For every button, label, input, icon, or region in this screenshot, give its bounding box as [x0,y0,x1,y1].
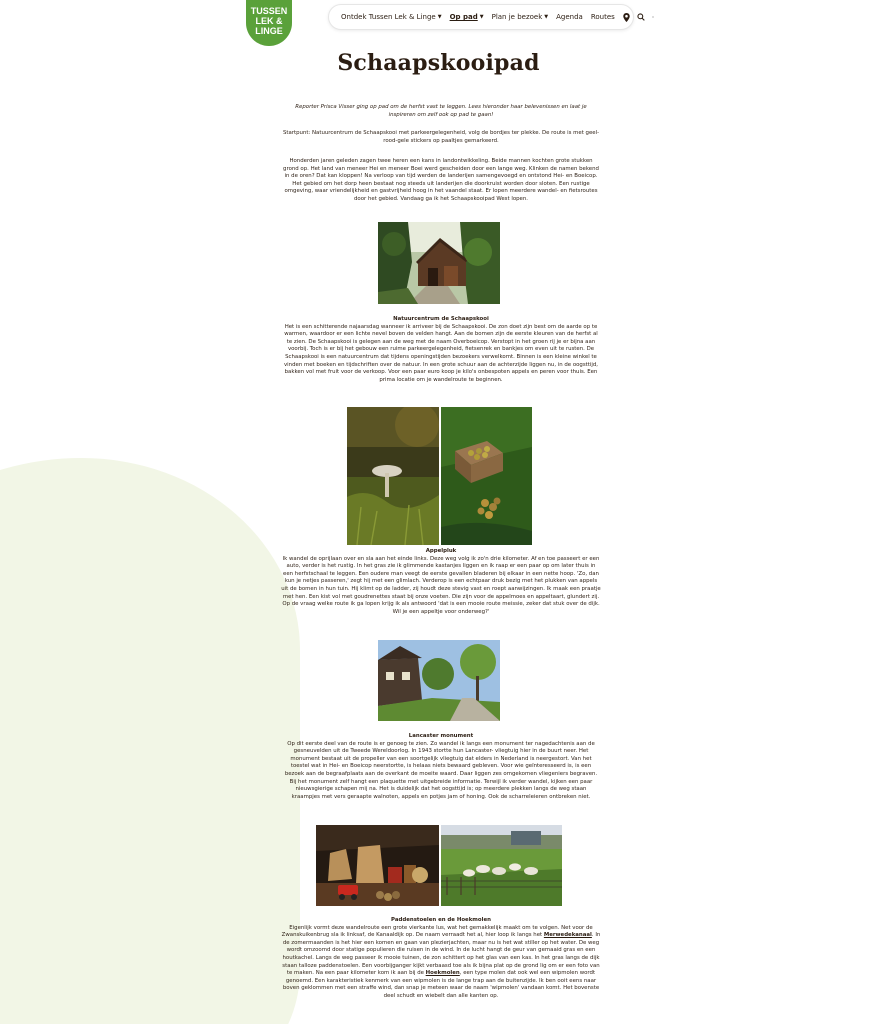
page-title: Schaapskooipad [337,50,540,76]
section-schaapskooi [281,316,601,384]
logo-line3: LINGE [255,26,283,36]
section-text-part1: Eigenlijk vormt deze wandelroute een grote vierkante lus, wat het gemakkelijk maakt om te volgen. Net voor de Zwanskuikenbrug sla ik linksaf, de Kanaaldijk op. De naam verraadt het al, hier loop ik langs het [281,924,593,939]
nav-item-label: Agenda [556,13,583,21]
startpunt-text: Startpunt: Natuurcentrum de Schaapskooi met parkeergelegenheid, volg de bordjes ter plekke. De route is met geel-rood-gele stickers op paaltjes gemarkeerd. [282,130,600,144]
section-caption: Lancaster monument [408,733,474,739]
logo-line1: TUSSEN [250,6,288,16]
main-navigation [328,4,634,30]
nav-item-agenda[interactable] [556,13,583,21]
chevron-down-icon: ▼ [479,14,484,20]
chevron-down-icon: ▼ [544,14,549,20]
intro-text: Reporter Prisca Visser ging op pad om de herfst vast te leggen. Lees hieronder haar belevenissen en laat je inspireren om zelf ook op pad te gaan! [295,104,587,118]
section-hoekmolen [281,917,601,1001]
market-stall-photo [316,825,439,906]
hoekmolen-link[interactable]: Hoekmolen [425,970,460,977]
nav-item-plan-je-bezoek[interactable] [492,13,549,21]
section-caption: Paddenstoelen en de Hoekmolen [391,917,491,923]
nav-item-label: Plan je bezoek [491,13,543,21]
map-pin-icon[interactable] [623,13,630,22]
logo-mark [246,0,292,46]
section-text: Ik wandel de oprijlaan over en sla aan het einde links. Deze weg volg ik zo'n drie kilometer. Af en toe passeert er een auto, verder is het rustig. In het gras zie ik glimmende kastanjes liggen en ik raap er een paar op om later thuis in een herfstschaal te leggen. Een oudere man veegt de eerste gevallen bladeren bij elkaar in een nette hoop. 'Zo, dan kun je netjes passeren,' zegt hij met een glimlach. Verderop is een echtpaar druk bezig met het plukken van appels uit de bomen in hun tuin. Hij klimt op de ladder, zij houdt deze stevig vast en roept aanwijzingen. Ik maak een praatje met hen. Een kist vol met goudrenettes staat bij onze voeten. Die zijn voor de appelmoes en appeltaart, glundert zij. Op de vraag welke route ik ga lopen krijg ik als antwoord 'dat is een mooie route meissie, zeker dat stuk over de dijk. Wil je een appeltje voor onderweg?' [281,555,601,615]
paragraph-text: Honderden jaren geleden zagen twee heren een kans in landontwikkeling. Beide mannen kochten grote stukken grond op. Het land van meneer Hei en meneer Boei werd gescheiden door een lange weg. Klinken de namen bekend in de oren? Dat kan kloppen! Na verloop van tijd werden de landerijen samengevoegd en ontstond Hei- en Boeicop. Het gebied om het dorp heen bestaat nog steeds uit landerijen die doorkruist worden door sloten. Een rustige omgeving, waar vriendelijkheid en gastvrijheid hoog in het vaandel staat. Er lopen meerdere wandel- en fietsroutes door het gebied. Vandaag ga ik het Schaapskooipad West lopen. [283,158,599,202]
chevron-down-icon: ▼ [437,14,442,20]
section-text: Op dit eerste deel van de route is er genoeg te zien. Zo wandel ik langs een monument ter nagedachtenis aan de gesneuvelden uit de Tweede Wereldoorlog. In 1943 stortte hun Lancaster- vliegtuig hier in de buurt neer. Het monument bestaat uit de propeller van een soortgelijk vliegtuig dat elders in Nederland is neergestort. Van het toestel wat in Hei- en Boeicop neerstortte, is helaas niets bewaard gebleven. Voor wie geïnteresseerd is, is een bezoek aan de begraafplaats aan de overkant de moeite waard. Daar liggen zes omgekomen vliegeniers begraven. Bij het monument zelf hangt een plaquette met uitgebreide informatie. Terwijl ik verder wandel, kijken een paar nieuwsgierige schapen mij na. Het is duidelijk dat het oogsttijd is; op meerdere plekken langs de weg staan kraampjes met vers geraapte walnoten, appels en potjes jam of honing. Ook de scharreleieren ontbreken niet. [284,740,598,800]
section-text-part2: . In de zomermaanden is het hier een komen en gaan van plezierjachten, maar nu is het wat stiller op het water. De weg wordt omzoomd door statige populieren die ruisen in de wind. In de lucht hangt de geur van gemaaid gras en een houtkachel. Langs de weg passeer ik mooie tuinen, de zon schittert op het glas van een kas. In het gras langs de dijk staan talloze paddenstoelen. Een voorbijganger kijkt verbaasd toe als ik bijna plat op de grond lig om er een foto van te maken. Na een paar kilometer kom ik aan bij de [282,932,601,977]
nav-item-routes[interactable] [591,13,615,21]
dutch-flag-icon[interactable] [652,14,654,21]
lancaster-road-photo [378,640,500,721]
apple-crate-photo [441,407,532,545]
logo-line2: LEK & [255,16,283,26]
sheep-pasture-photo [441,825,562,906]
section-text-part3: , een type molen dat ook wel een wipmolen wordt genoemd. Een karakteristiek kenmerk van een wipmolen is de lange trap aan de buitenzijde. Ik ben ooit eens naar boven geklommen met een straffe wind, dan snap je meteen waar de naam 'wipmolen' vandaan komt. Het bovenste deel schudt en wiebelt dan alle kanten op. [282,970,600,999]
site-logo[interactable] [246,0,292,46]
section-lancaster [281,733,601,801]
nav-item-op-pad[interactable] [450,13,484,21]
nav-item-label: Ontdek Tussen Lek & Linge [341,13,436,21]
mushroom-photo [347,407,439,545]
background-blob [0,458,300,1024]
nav-item-ontdek[interactable] [341,13,442,21]
section-appelpluk [281,548,601,616]
section-caption: Natuurcentrum de Schaapskooi [393,316,489,322]
nav-item-label: Op pad [449,13,478,21]
search-icon[interactable] [637,13,645,21]
nav-item-label: Routes [590,13,615,21]
section-caption: Appelpluk [425,548,457,554]
merwedekanaal-link[interactable]: Merwedekanaal [543,932,592,939]
schaapskooi-photo [378,222,500,304]
section-text: Het is een schitterende najaarsdag wanneer ik arriveer bij de Schaapskooi. De zon doet zijn best om de aarde op te warmen, waardoor er een lichte nevel boven de velden hangt. Aan de bomen zijn de eerste kleuren van de herfst al te zien. De Schaapskooi is gelegen aan de weg met de naam Overboeicop. Verstopt in het groen rij je er bijna aan voorbij. Toch is er bij het gebouw een ruime parkeergelegenheid, fietsenrek en bankjes om even uit te rusten. De Schaapskooi is een natuurcentrum dat tijdens openingstijden bezoekers verwelkomt. Binnen is een kleine winkel te vinden met boeken en tijdschriften over de natuur. In een grote schuur aan de achterzijde liggen nu, in de oogsttijd, bakken vol met fruit voor de verkoop. Voor een paar euro koop je kilo's onbespoten appels en peren voor thuis. Een prima locatie om je wandelroute te beginnen. [283,323,599,383]
